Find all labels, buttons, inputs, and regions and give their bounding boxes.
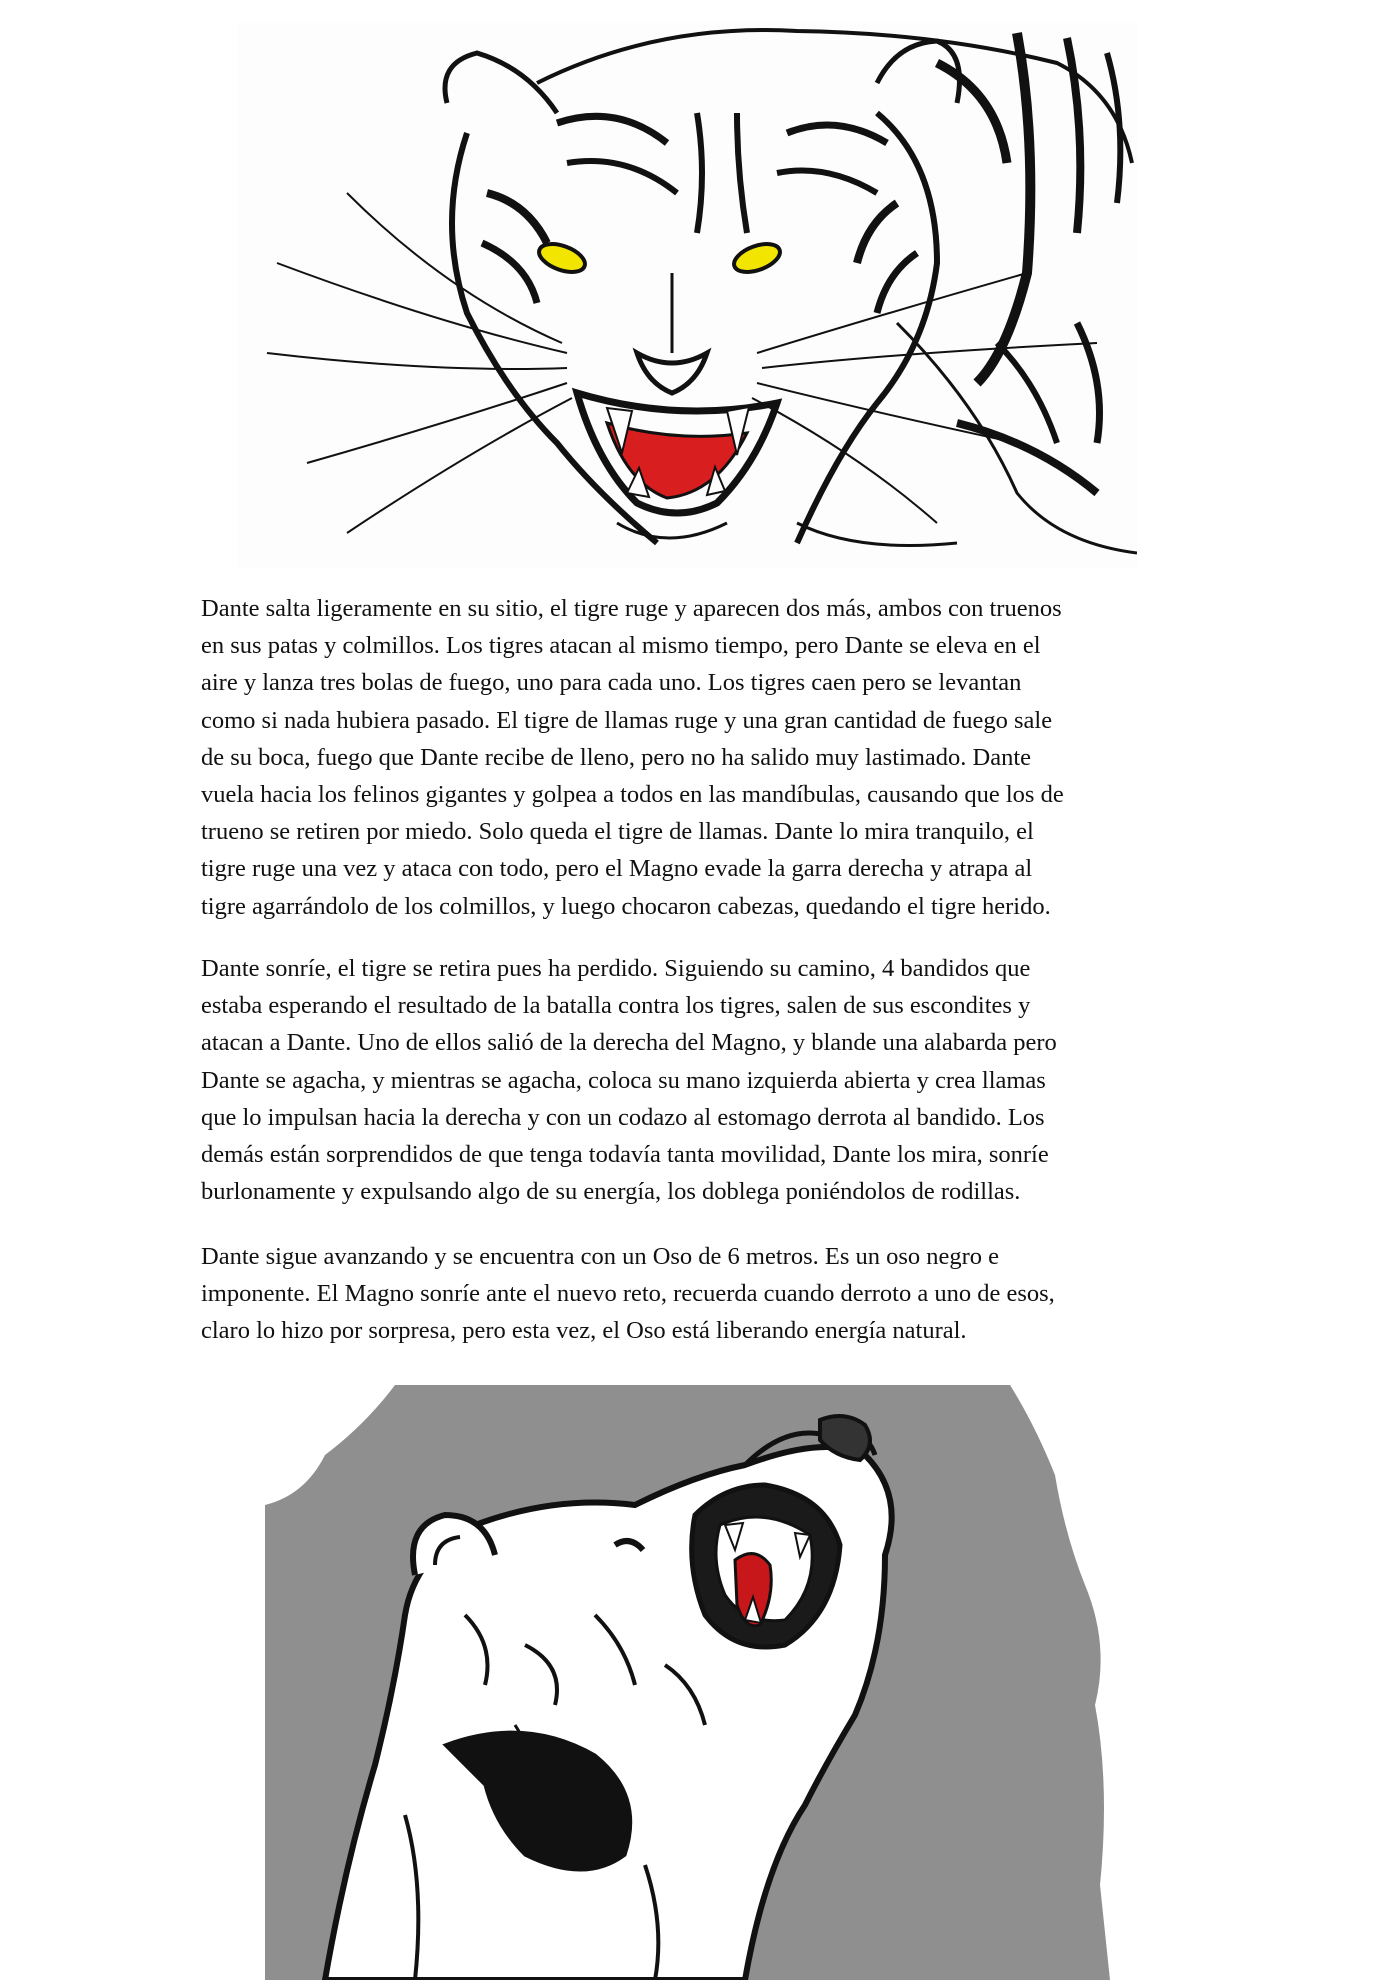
- bear-drawing: [265, 1385, 1110, 1980]
- text-line: demás están sorprendidos de que tenga todavía tanta movilidad, Dante los mira, sonríe: [201, 1141, 1049, 1169]
- text-line: que lo impulsan hacia la derecha y con un codazo al estomago derrota al bandido. Los: [201, 1103, 1045, 1131]
- text-line: tigre agarrándolo de los colmillos, y luego chocaron cabezas, quedando el tigre herido.: [201, 892, 1051, 920]
- text-line: Dante sonríe, el tigre se retira pues ha perdido. Siguiendo su camino, 4 bandidos que: [201, 955, 1031, 982]
- story-paragraph-3: [201, 1238, 1201, 1350]
- text-line: en sus patas y colmillos. Los tigres atacan al mismo tiempo, pero Dante se eleva en el: [201, 632, 1041, 660]
- text-line: Dante salta ligeramente en su sitio, el tigre ruge y aparecen dos más, ambos con truenos: [201, 595, 1062, 622]
- story-paragraph-1: [201, 590, 1201, 925]
- text-line: como si nada hubiera pasado. El tigre de llamas ruge y una gran cantidad de fuego sale: [201, 706, 1053, 734]
- tiger-drawing: [237, 23, 1137, 568]
- text-line: burlonamente y expulsando algo de su energía, los doblega poniéndolos de rodillas.: [201, 1178, 1021, 1206]
- text-line: trueno se retiren por miedo. Solo queda el tigre de llamas. Dante lo mira tranquilo, el: [201, 818, 1034, 846]
- story-paragraph-2: [201, 950, 1201, 1210]
- text-line: de su boca, fuego que Dante recibe de lleno, pero no ha salido muy lastimado. Dante: [201, 743, 1032, 771]
- text-line: claro lo hizo por sorpresa, pero esta vez, el Oso está liberando energía natural.: [201, 1317, 967, 1345]
- text-line: Dante sigue avanzando y se encuentra con un Oso de 6 metros. Es un oso negro e: [201, 1243, 1000, 1270]
- text-line: imponente. El Magno sonríe ante el nuevo reto, recuerda cuando derroto a uno de esos,: [201, 1280, 1055, 1308]
- text-line: estaba esperando el resultado de la batalla contra los tigres, salen de sus escondites y: [201, 992, 1031, 1020]
- text-line: vuela hacia los felinos gigantes y golpea a todos en las mandíbulas, causando que los de: [201, 781, 1064, 809]
- tiger-illustration: [237, 23, 1137, 568]
- text-line: Dante se agacha, y mientras se agacha, coloca su mano izquierda abierta y crea llamas: [201, 1066, 1046, 1094]
- bear-illustration: [265, 1385, 1110, 1980]
- text-line: aire y lanza tres bolas de fuego, uno para cada uno. Los tigres caen pero se levantan: [201, 669, 1022, 697]
- text-line: tigre ruge una vez y ataca con todo, pero el Magno evade la garra derecha y atrapa al: [201, 855, 1033, 883]
- text-line: atacan a Dante. Uno de ellos salió de la derecha del Magno, y blande una alabarda pero: [201, 1029, 1057, 1057]
